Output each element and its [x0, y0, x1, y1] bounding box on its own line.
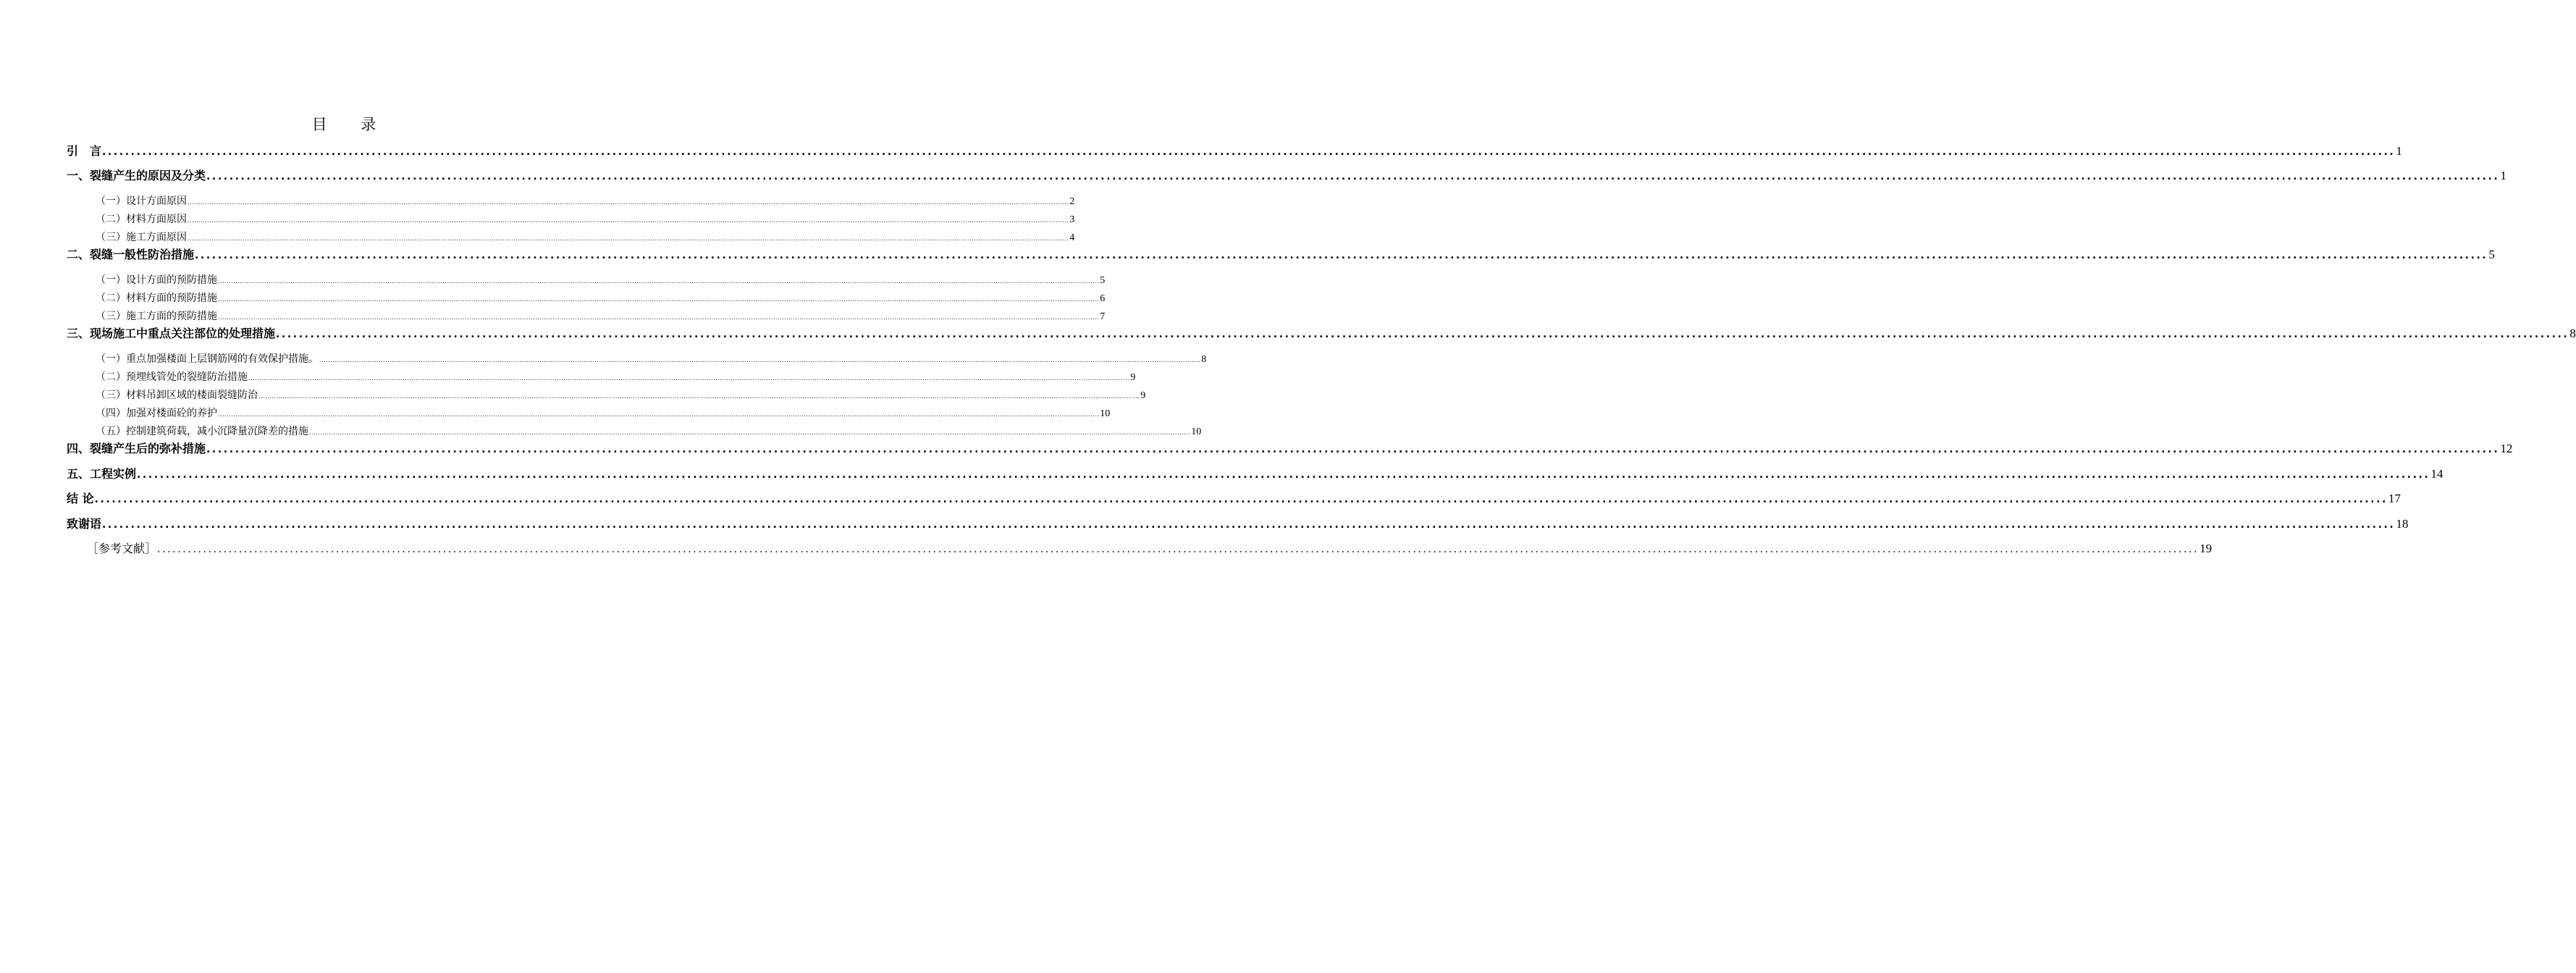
toc-subentry[interactable]	[67, 229, 1075, 246]
toc-entry-label: 引 言	[67, 144, 102, 158]
toc-leader-dots: ................................................................................................................................................................................................................................................................................................................................................................................................................	[309, 429, 1191, 436]
toc-leader-dots: ................................................................................................................................................................................................................................................................................................................................................................................................................	[218, 314, 1100, 321]
toc-entry-label: （二）预埋线管处的裂缝防治措施	[96, 371, 248, 383]
toc-entry-label: （一）重点加强楼面上层钢筋网的有效保护措施。	[96, 353, 319, 365]
toc-leader-dots: ................................................................................................................................................................................................................................................................................................................................................................................................................	[319, 357, 1201, 363]
toc-entry-label: 二、裂缝一般性防治措施	[67, 248, 195, 261]
toc-leader-dots: ................................................................................................................................................................................................................................................................................................................................................................................................................	[248, 375, 1130, 382]
toc-leader-dots: ................................................................................................................................................................................................................................................................................................................................................................................................................	[102, 519, 2396, 531]
toc-entry-label: 一、裂缝产生的原因及分类	[67, 169, 206, 182]
toc-title: 目 录	[311, 116, 391, 133]
toc-leader-dots: ................................................................................................................................................................................................................................................................................................................................................................................................................	[188, 199, 1069, 206]
toc-subentry[interactable]	[67, 423, 1202, 440]
toc-entry-page: 12	[2500, 442, 2513, 455]
toc-subentry[interactable]	[67, 290, 1106, 307]
toc-entry-page: 17	[2388, 492, 2401, 505]
toc-subentry[interactable]	[67, 350, 1207, 368]
toc-entry-label: （四）加强对楼面砼的养护	[96, 408, 217, 419]
toc-entry-label: （五）控制建筑荷载，减小沉降量沉降差的措施	[96, 426, 308, 437]
toc-entry-label: （三）材料吊卸区域的楼面裂缝防治	[96, 389, 258, 401]
toc-entry[interactable]	[67, 515, 2409, 533]
toc-entry-page: 1	[2500, 169, 2506, 182]
toc-entry[interactable]	[67, 325, 2576, 342]
toc-entry-label: 三、现场施工中重点关注部位的处理措施	[67, 327, 276, 340]
toc-entry-page: 10	[1191, 426, 1202, 437]
toc-leader-dots: ................................................................................................................................................................................................................................................................................................................................................................................................................	[157, 544, 2200, 555]
toc-entry-label: （一）设计方面的预防措施	[96, 274, 217, 286]
toc-entry-label: （二）材料方面的预防措施	[96, 292, 217, 304]
toc-entry[interactable]	[67, 167, 2506, 185]
toc-entry-page: 5	[1100, 275, 1106, 286]
toc-leader-dots: ................................................................................................................................................................................................................................................................................................................................................................................................................	[218, 411, 1100, 418]
toc-leader-dots: ................................................................................................................................................................................................................................................................................................................................................................................................................	[94, 494, 2388, 505]
toc-entry-page: 8	[2569, 327, 2576, 340]
toc-leader-dots: ................................................................................................................................................................................................................................................................................................................................................................................................................	[188, 235, 1069, 242]
toc-entry-page: 3	[1069, 214, 1075, 225]
toc-entry-page: 14	[2430, 467, 2444, 481]
toc-entry-page: 4	[1069, 232, 1075, 243]
toc-entry-label: （一）设计方面原因	[96, 195, 187, 207]
toc-subentry[interactable]	[67, 193, 1075, 210]
toc-leader-dots: ................................................................................................................................................................................................................................................................................................................................................................................................................	[195, 250, 2488, 261]
toc-entry-label: 结 论	[67, 492, 94, 505]
toc-entry-page: 5	[2488, 248, 2495, 261]
toc-entry[interactable]	[67, 490, 2401, 507]
toc-entry[interactable]	[67, 466, 2444, 483]
toc-subentry[interactable]	[67, 405, 1111, 422]
toc-subentry[interactable]	[67, 308, 1106, 325]
toc-leader-dots: ................................................................................................................................................................................................................................................................................................................................................................................................................	[218, 296, 1100, 303]
toc-entry-label: 四、裂缝产生后的弥补措施	[67, 442, 206, 455]
toc-entry-page: 8	[1201, 354, 1207, 365]
toc-entry-page: 7	[1100, 311, 1106, 322]
toc-subentry[interactable]	[67, 271, 1106, 289]
toc-entry[interactable]	[67, 540, 2213, 557]
toc-leader-dots: ................................................................................................................................................................................................................................................................................................................................................................................................................	[276, 329, 2569, 340]
toc-entry-page: 1	[2396, 144, 2402, 158]
toc-subentry[interactable]	[67, 368, 1136, 386]
table-of-contents	[67, 0, 2576, 579]
toc-leader-dots: ................................................................................................................................................................................................................................................................................................................................................................................................................	[188, 217, 1069, 224]
toc-entry[interactable]	[67, 246, 2495, 264]
toc-entry-page: 19	[2200, 542, 2213, 555]
toc-leader-dots: ................................................................................................................................................................................................................................................................................................................................................................................................................	[206, 444, 2500, 455]
toc-entry-label: 五、工程实例	[67, 467, 137, 481]
toc-entry-label: （三）施工方面原因	[96, 232, 187, 243]
toc-leader-dots: ................................................................................................................................................................................................................................................................................................................................................................................................................	[102, 146, 2396, 158]
toc-leader-dots: ................................................................................................................................................................................................................................................................................................................................................................................................................	[137, 469, 2430, 481]
toc-subentry[interactable]	[67, 211, 1075, 228]
toc-entry-page: 9	[1140, 390, 1146, 401]
toc-leader-dots: ................................................................................................................................................................................................................................................................................................................................................................................................................	[206, 171, 2500, 182]
toc-leader-dots: ................................................................................................................................................................................................................................................................................................................................................................................................................	[218, 278, 1100, 285]
toc-entry-label: ［参考文献］	[87, 542, 157, 555]
toc-entry-page: 2	[1069, 196, 1075, 207]
toc-leader-dots: ................................................................................................................................................................................................................................................................................................................................................................................................................	[258, 393, 1140, 400]
toc-entry-page: 18	[2396, 517, 2409, 531]
toc-entry-label: （三）施工方面的预防措施	[96, 311, 217, 322]
toc-entry[interactable]	[67, 143, 2402, 160]
toc-entry-page: 9	[1130, 372, 1136, 383]
toc-entry-page: 10	[1100, 408, 1111, 419]
toc-subentry[interactable]	[67, 387, 1146, 404]
toc-entry[interactable]	[67, 440, 2513, 458]
toc-entry-label: 致谢语	[67, 517, 102, 531]
toc-entry-label: （二）材料方面原因	[96, 214, 187, 225]
toc-entry-page: 6	[1100, 293, 1106, 304]
